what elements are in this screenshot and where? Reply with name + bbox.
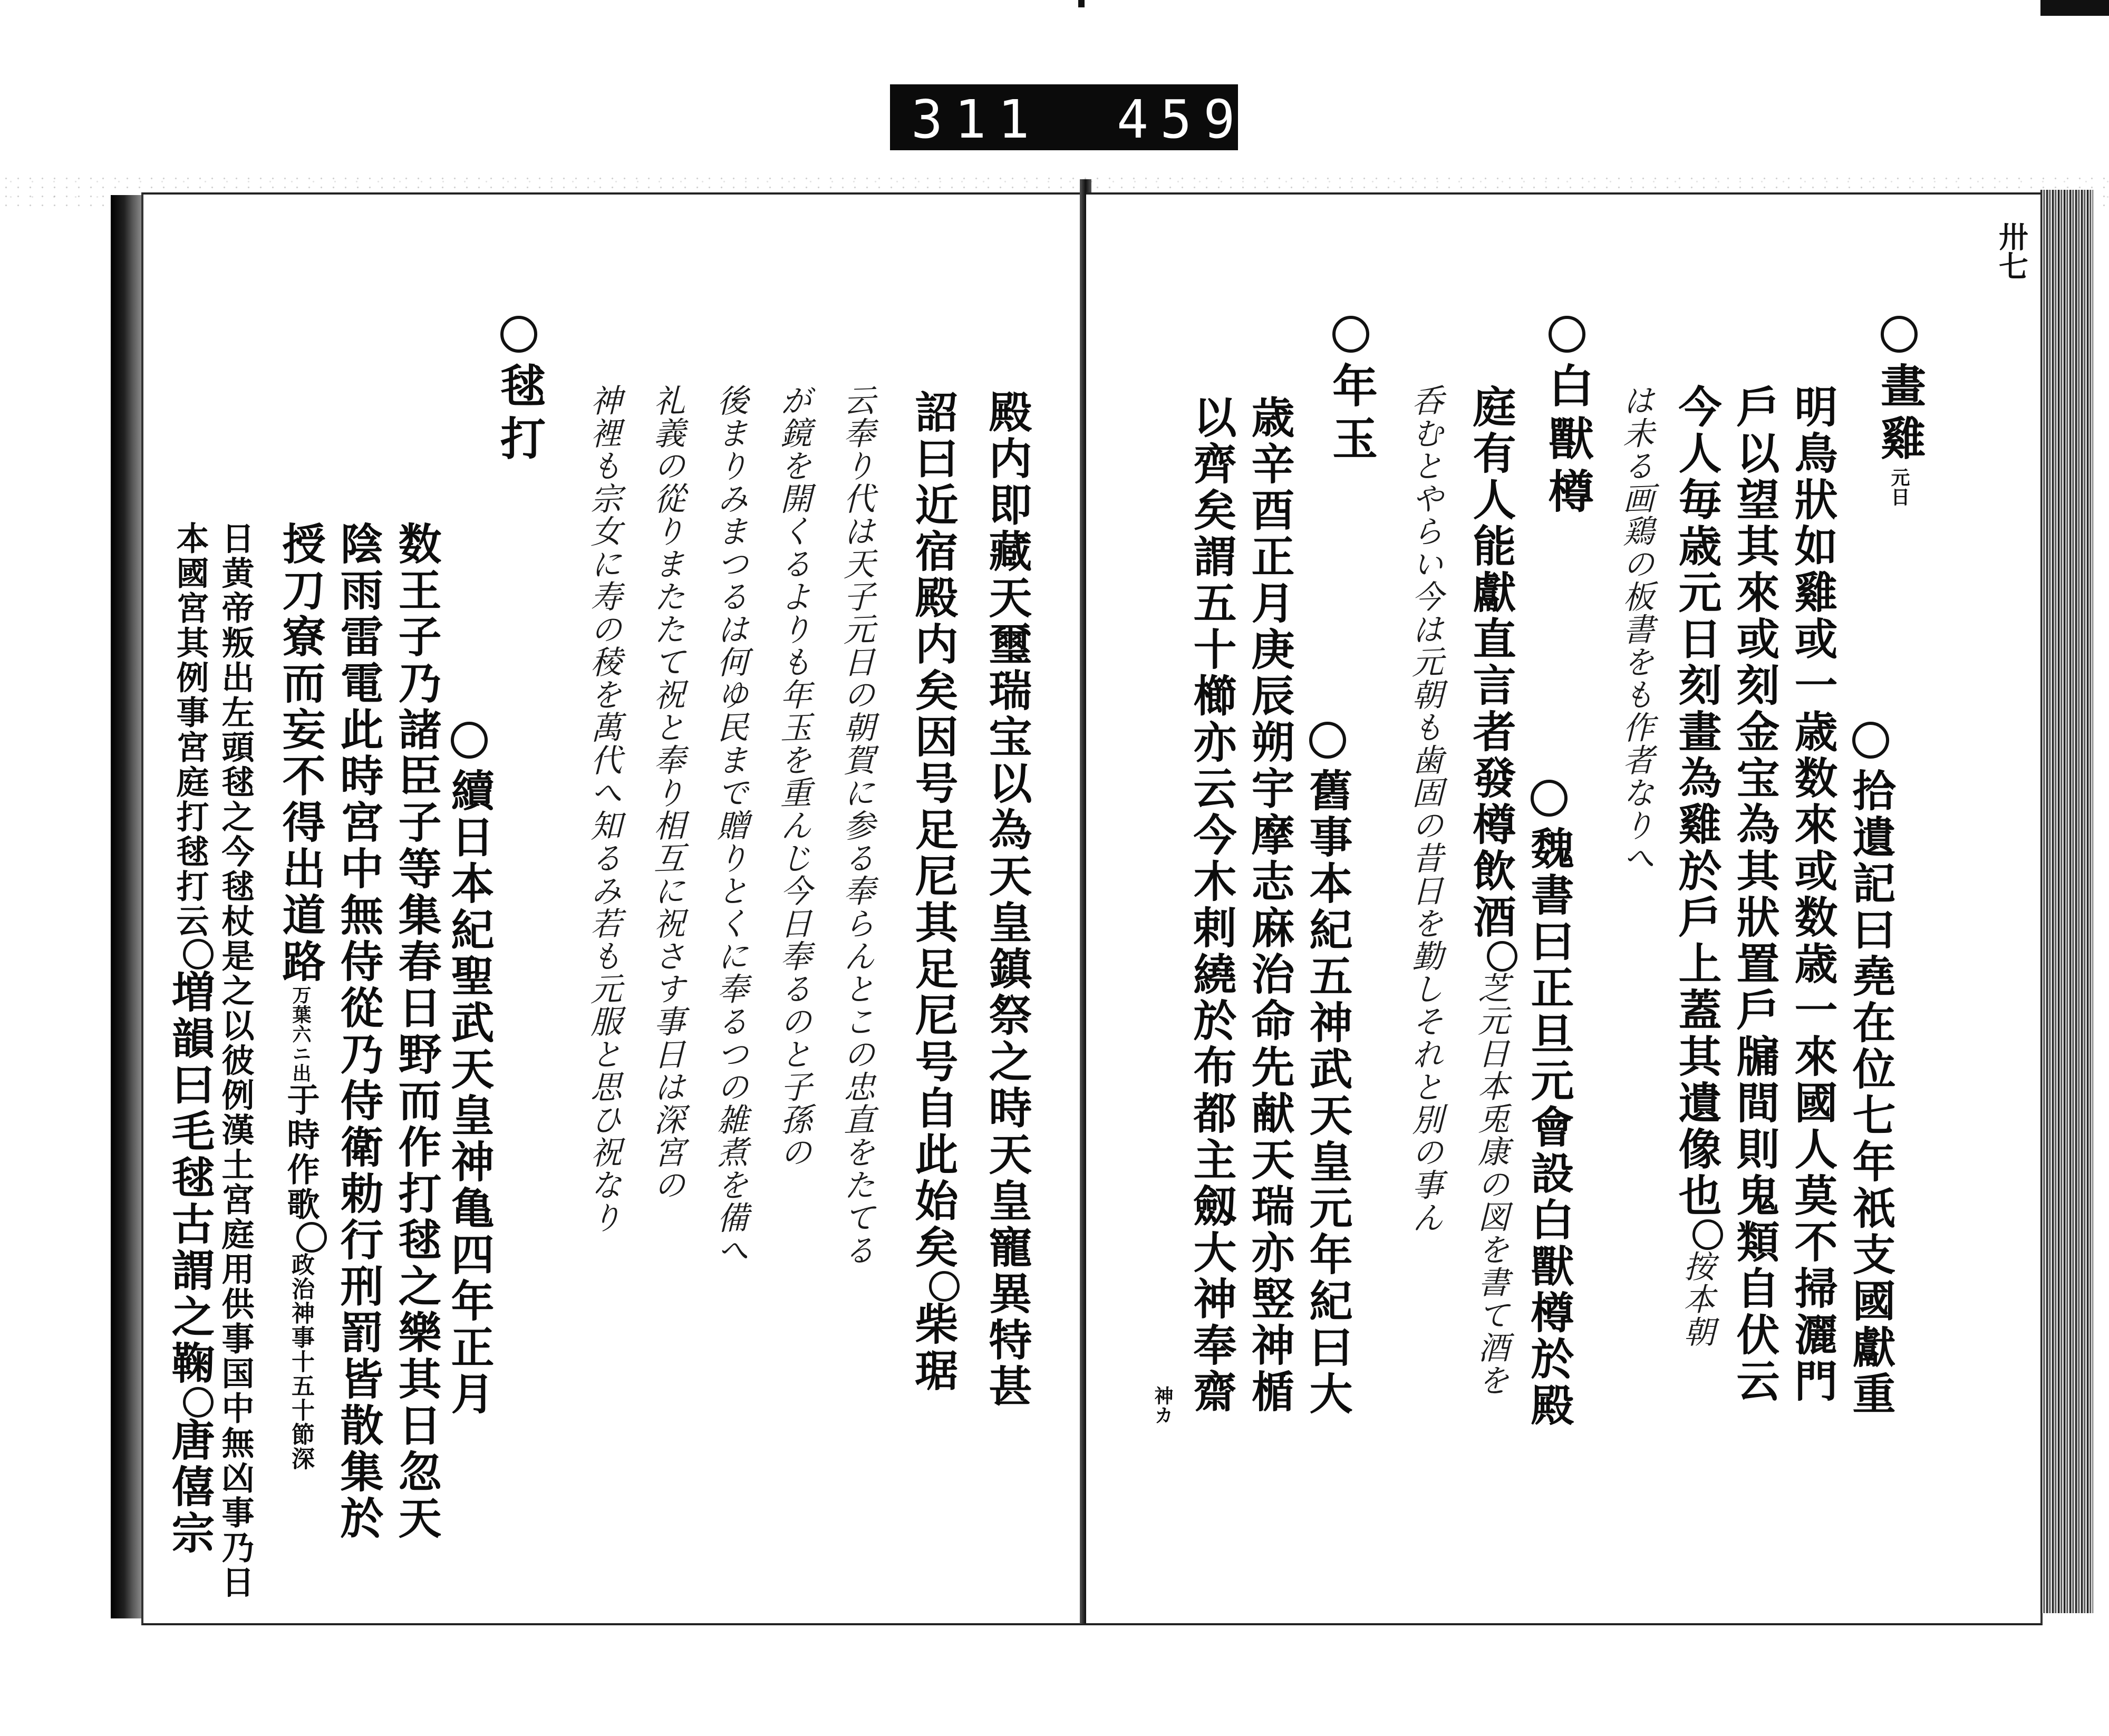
left-col-13-tail2: 唐僖宗	[165, 1418, 215, 1557]
left-col-10-text: 陰雨雷電此時宮中無侍從乃侍衛勅行刑罰皆散集於	[333, 521, 384, 1542]
left-col-9-text: 数王子乃諸臣子等集春日野而作打毬之樂其日忽天	[391, 521, 442, 1542]
right-col-11-note-text: 神カ	[1152, 1386, 1174, 1425]
top-tick-mark	[1078, 0, 1085, 7]
page-number: 卅七	[1994, 221, 2029, 280]
right-col-4-text: 今人毎歳元日刻畫為雞於戶上蓋其遺像也	[1671, 384, 1722, 1219]
right-col-2-text: 明鳥狀如雞或一歳数來或数歳一來國人莫不掃灑門	[1787, 384, 1838, 1405]
right-col-2	[1782, 384, 1844, 1405]
left-col-5-text: 後まりみまつるは何ゆ民まで贈りとくに奉るつの雑煮を備へ	[712, 383, 749, 1268]
right-col-6-text: 魏書曰正旦元會設白獸樽於殿	[1524, 826, 1574, 1429]
left-col-3-text: 云奉り代は天子元日の朝賀に参る奉らんとこの忠直をたてる	[838, 383, 875, 1268]
heading-dakyu: 毬打	[492, 362, 546, 468]
left-col-3	[834, 383, 879, 1267]
left-col-5	[708, 383, 753, 1267]
right-col-1-heading	[1866, 316, 1932, 507]
left-col-6	[644, 383, 690, 1202]
film-label-left-number: 311	[911, 89, 1041, 150]
left-col-8	[439, 722, 500, 1418]
left-col-11	[270, 521, 332, 1471]
right-col-11-text: 以齊矣謂五十櫛亦云今木剌繞於布都主劔大神奉齋	[1186, 395, 1237, 1415]
right-col-1	[1840, 722, 1902, 1418]
right-col-11-note	[1149, 1386, 1176, 1425]
right-col-7-text: 庭有人能獻直言者發樽飲酒	[1466, 384, 1516, 941]
circle-mark	[929, 1271, 960, 1302]
circle-mark	[183, 939, 214, 969]
circle-mark	[1487, 941, 1517, 972]
right-col-10-text: 歳辛酉正月庚辰朔宇摩志麻治命先献天瑞亦竪神楯	[1244, 395, 1295, 1415]
left-col-11-text: 授刀寮而妄不得出道路	[275, 521, 326, 985]
circle-mark	[1692, 1219, 1723, 1250]
right-col-4	[1666, 384, 1728, 1348]
scan-corner-mark	[2040, 0, 2109, 16]
left-col-13-text: 本國宮其例事宮庭打毬打云	[171, 521, 209, 939]
right-col-5-text: は未る画鶏の板書をも作者なりへ	[1618, 383, 1655, 876]
circle-mark	[1852, 722, 1889, 759]
left-col-7-text: 神裡も宗女に寿の稜を萬代へ知るみ若も元服と思ひ祝なり	[585, 383, 622, 1235]
right-col-7	[1460, 384, 1522, 1396]
right-col-8-text: 呑むとやらい今は元朝も歯固の昔日を勤しそれと別の事ん	[1407, 383, 1444, 1235]
right-book-fore-edge	[2040, 190, 2093, 1613]
left-col-10	[328, 521, 390, 1542]
right-col-1-text: 拾遺記曰堯在位七年祇支國獻重	[1845, 768, 1896, 1418]
circle-mark	[183, 1387, 214, 1418]
left-col-13-tail: 増韻曰毛毬古謂之鞠	[165, 969, 215, 1387]
heading-gakei: 畫雞	[1873, 362, 1926, 468]
right-col-4-tail: 按本朝	[1678, 1250, 1715, 1348]
heading-circle-mark	[1881, 316, 1918, 353]
open-book	[111, 179, 2093, 1634]
left-col-11-tail: 于時作歌	[282, 1083, 320, 1222]
heading-circle-mark	[1332, 316, 1369, 353]
right-col-11	[1181, 395, 1243, 1415]
right-col-3	[1724, 384, 1786, 1405]
left-book-edge	[111, 195, 141, 1618]
left-col-13	[159, 521, 221, 1557]
right-col-9-text: 舊事本紀五神武天皇元年紀曰大	[1302, 768, 1353, 1418]
right-col-10	[1239, 395, 1301, 1415]
left-col-8-text: 續日本紀聖武天皇神亀四年正月	[444, 768, 495, 1418]
right-col-6-heading	[1534, 316, 1600, 520]
left-col-7	[581, 383, 626, 1235]
right-col-6	[1518, 780, 1580, 1429]
left-col-2-text: 詔曰近宿殿内矣因号足尼其足尼号自此始矣	[908, 390, 959, 1271]
circle-mark	[451, 722, 488, 759]
right-col-9	[1297, 722, 1359, 1418]
left-col-2	[903, 390, 964, 1394]
right-page	[1086, 192, 2043, 1625]
heading-nendama: 年玉	[1324, 362, 1378, 468]
right-col-9-heading	[1318, 316, 1384, 468]
heading-circle-mark	[1549, 316, 1585, 353]
heading-byakujuson: 白獸樽	[1541, 362, 1594, 520]
left-col-2-tail: 柴琚	[908, 1302, 959, 1394]
right-col-8	[1402, 383, 1448, 1235]
left-col-4	[771, 383, 816, 1169]
left-col-4-text: が鏡を開くるよりも年玉を重んじ今日奉るのと子孫の	[775, 383, 812, 1170]
circle-mark	[296, 1222, 327, 1253]
heading-circle-mark	[500, 316, 537, 353]
left-col-12-text: 日黄帝叛出左頭毬之今毬杖是之以彼例漢土宮庭用供事国中無凶事乃日	[216, 521, 255, 1600]
left-col-6-text: 礼義の從りまたたて祝と奉り相互に祝さす事日は深宮の	[649, 383, 685, 1202]
left-col-9	[386, 521, 448, 1542]
left-col-11-tail2: 政治神事十五十節深	[287, 1253, 314, 1471]
right-col-3-text: 戶以望其來或刻金宝為其狀置戶牖間則鬼類自伏云	[1729, 384, 1780, 1405]
circle-mark	[1309, 722, 1346, 759]
film-frame-label	[890, 84, 1290, 150]
left-col-1-text: 殿内即藏天璽瑞宝以為天皇鎮祭之時天皇寵異特甚	[982, 390, 1032, 1410]
left-page	[141, 192, 1087, 1625]
left-col-11-note: 万葉六ニ出	[289, 985, 312, 1083]
heading-gakei-note: 元日	[1888, 468, 1910, 507]
right-col-5	[1613, 383, 1659, 875]
film-label-right-number: 459.	[1117, 89, 1290, 150]
left-col-8-heading	[486, 316, 552, 468]
left-col-1	[976, 390, 1038, 1410]
circle-mark	[1531, 780, 1568, 817]
right-col-7-tail: 芝元日本兎康の図を書て酒を	[1473, 972, 1510, 1396]
